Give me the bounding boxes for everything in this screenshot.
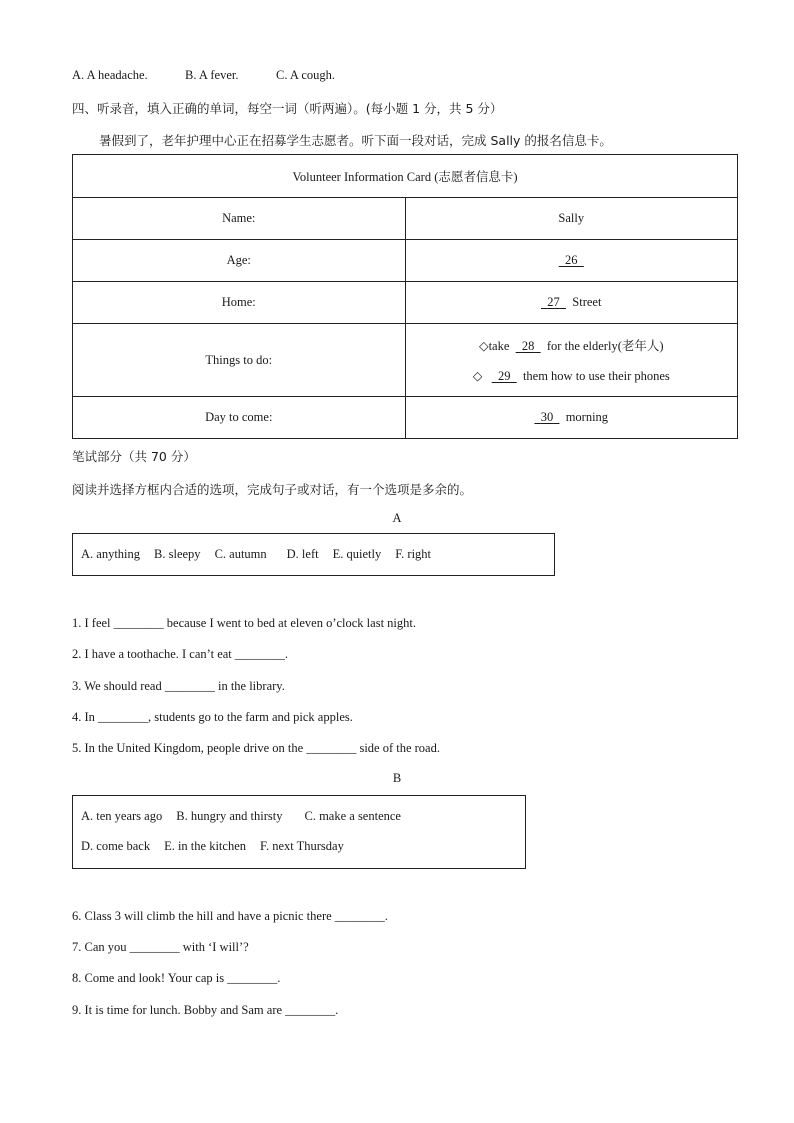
question-6: 6. Class 3 will climb the hill and have a picnic there ________. <box>72 909 388 923</box>
card-title: Volunteer Information Card (志愿者信息卡) <box>73 155 738 198</box>
section-4-intro: 暑假到了，老年护理中心正在招募学生志愿者。听下面一段对话，完成 Sally 的报名信息卡。 <box>99 133 612 148</box>
blank-27: 27 <box>547 295 560 309</box>
day-label: Day to come: <box>73 397 406 439</box>
part-a-option: F. right <box>395 547 432 561</box>
blank-30: 30 <box>540 410 554 424</box>
things-label: Things to do: <box>73 324 406 397</box>
question-2: 2. I have a toothache. I can’t eat ________. <box>72 647 289 661</box>
thing-1: ◇take 28 for the elderly(老年人) <box>478 339 664 353</box>
blank-29: 29 <box>497 369 511 383</box>
part-b-option-box <box>72 795 526 869</box>
part-b-option: B. hungry and thirsty <box>176 809 283 823</box>
part-a-option-box <box>72 533 555 576</box>
things-cell <box>405 324 738 397</box>
question-9: 9. It is time for lunch. Bobby and Sam are ________. <box>72 1003 339 1017</box>
home-cell <box>405 282 738 324</box>
blank-28: 28 <box>521 339 535 353</box>
part-b-option: D. come back <box>81 839 151 853</box>
part-a-option: B. sleepy <box>154 547 201 561</box>
part-b-option: C. make a sentence <box>304 809 401 823</box>
question-7: 7. Can you ________ with ‘I will’? <box>72 940 249 954</box>
option-b: B. A fever. <box>185 68 239 82</box>
question-8: 8. Come and look! Your cap is ________. <box>72 971 281 985</box>
part-a-letter: A <box>392 511 402 525</box>
blank-26: 26 <box>565 253 578 267</box>
part-b-options-row-1 <box>81 809 525 824</box>
part-a-option: E. quietly <box>332 547 382 561</box>
question-4: 4. In ________, students go to the farm and pick apples. <box>72 710 353 724</box>
written-part-instruction: 阅读并选择方框内合适的选项，完成句子或对话，有一个选项是多余的。 <box>72 482 473 497</box>
written-part-heading: 笔试部分（共 70 分） <box>72 449 196 464</box>
part-a-option: C. autumn <box>214 547 267 561</box>
home-suffix: Street <box>572 295 602 309</box>
question-1: 1. I feel ________ because I went to bed at eleven o’clock last night. <box>72 616 416 630</box>
name-label: Name: <box>73 198 406 240</box>
question-3: 3. We should read ________ in the library. <box>72 679 285 693</box>
part-b-letter: B <box>392 771 402 785</box>
part-b-option: E. in the kitchen <box>164 839 246 853</box>
age-label: Age: <box>73 240 406 282</box>
name-value: Sally <box>405 198 738 240</box>
day-cell: 30 morning <box>405 397 738 439</box>
thing-2: ◇ 29 them how to use their phones <box>472 369 670 383</box>
part-a-option: D. left <box>286 547 319 561</box>
part-b-option: F. next Thursday <box>260 839 344 853</box>
previous-question-options <box>72 68 335 83</box>
section-4-heading: 四、听录音，填入正确的单词，每空一词（听两遍）。(每小题 1 分，共 5 分） <box>72 101 503 116</box>
part-a-option: A. anything <box>81 547 141 561</box>
volunteer-info-card <box>72 154 738 439</box>
age-cell <box>405 240 738 282</box>
question-5: 5. In the United Kingdom, people drive on the ________ side of the road. <box>72 741 440 755</box>
option-c: C. A cough. <box>276 68 336 82</box>
option-a: A. A headache. <box>72 68 148 82</box>
part-b-option: A. ten years ago <box>81 809 163 823</box>
part-b-options-row-2 <box>81 839 525 854</box>
home-label: Home: <box>73 282 406 324</box>
